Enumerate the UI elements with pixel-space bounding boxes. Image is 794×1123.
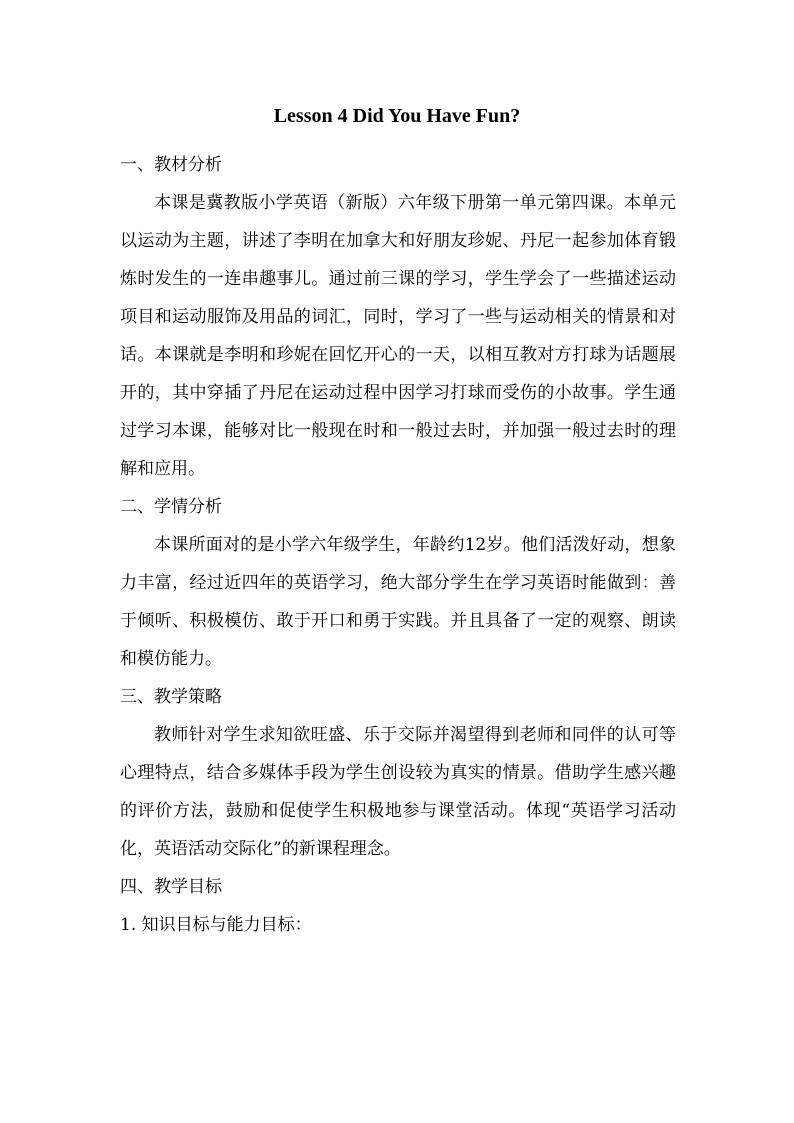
document-body	[120, 146, 676, 944]
section-heading-textbook-analysis: 一、教材分析	[120, 155, 222, 175]
section-paragraph-textbook-analysis: 本课是冀教版小学英语（新版）六年级下册第一单元第四课。本单元以运动为主题，讲述了李明在加拿大和好朋友珍妮、丹尼一起参加体育锻炼时发生的一连串趣事儿。通过前三课的学习，学生学会了一些描述运动项目和运动服饰及用品的词汇，同时，学习了一些与运动相关的情景和对话。本课就是李明和珍妮在回忆开心的一天，以相互教对方打球为话题展开的，其中穿插了丹尼在运动过程中因学习打球而受伤的小故事。学生通过学习本课，能够对比一般现在时和一般过去时，并加强一般过去时的理解和应用。	[120, 193, 676, 479]
section-heading-teaching-strategy: 三、教学策略	[120, 687, 222, 707]
document-title: Lesson 4 Did You Have Fun?	[273, 105, 521, 127]
section-heading-teaching-objectives: 四、教学目标	[120, 877, 222, 897]
section-paragraph-teaching-strategy: 教师针对学生求知欲旺盛、乐于交际并渴望得到老师和同伴的认可等心理特点，结合多媒体手段为学生创设较为真实的情景。借助学生感兴趣的评价方法，鼓励和促使学生积极地参与课堂活动。体现“英语学习活动化，英语活动交际化”的新课程理念。	[120, 725, 676, 859]
subheading-knowledge-ability-objectives: 1. 知识目标与能力目标：	[120, 915, 312, 935]
section-paragraph-student-analysis: 本课所面对的是小学六年级学生，年龄约12岁。他们活泼好动，想象力丰富，经过近四年的英语学习，绝大部分学生在学习英语时能做到：善于倾听、积极模仿、敢于开口和勇于实践。并且具备了一定的观察、朗读和模仿能力。	[120, 535, 676, 669]
section-heading-student-analysis: 二、学情分析	[120, 497, 222, 517]
